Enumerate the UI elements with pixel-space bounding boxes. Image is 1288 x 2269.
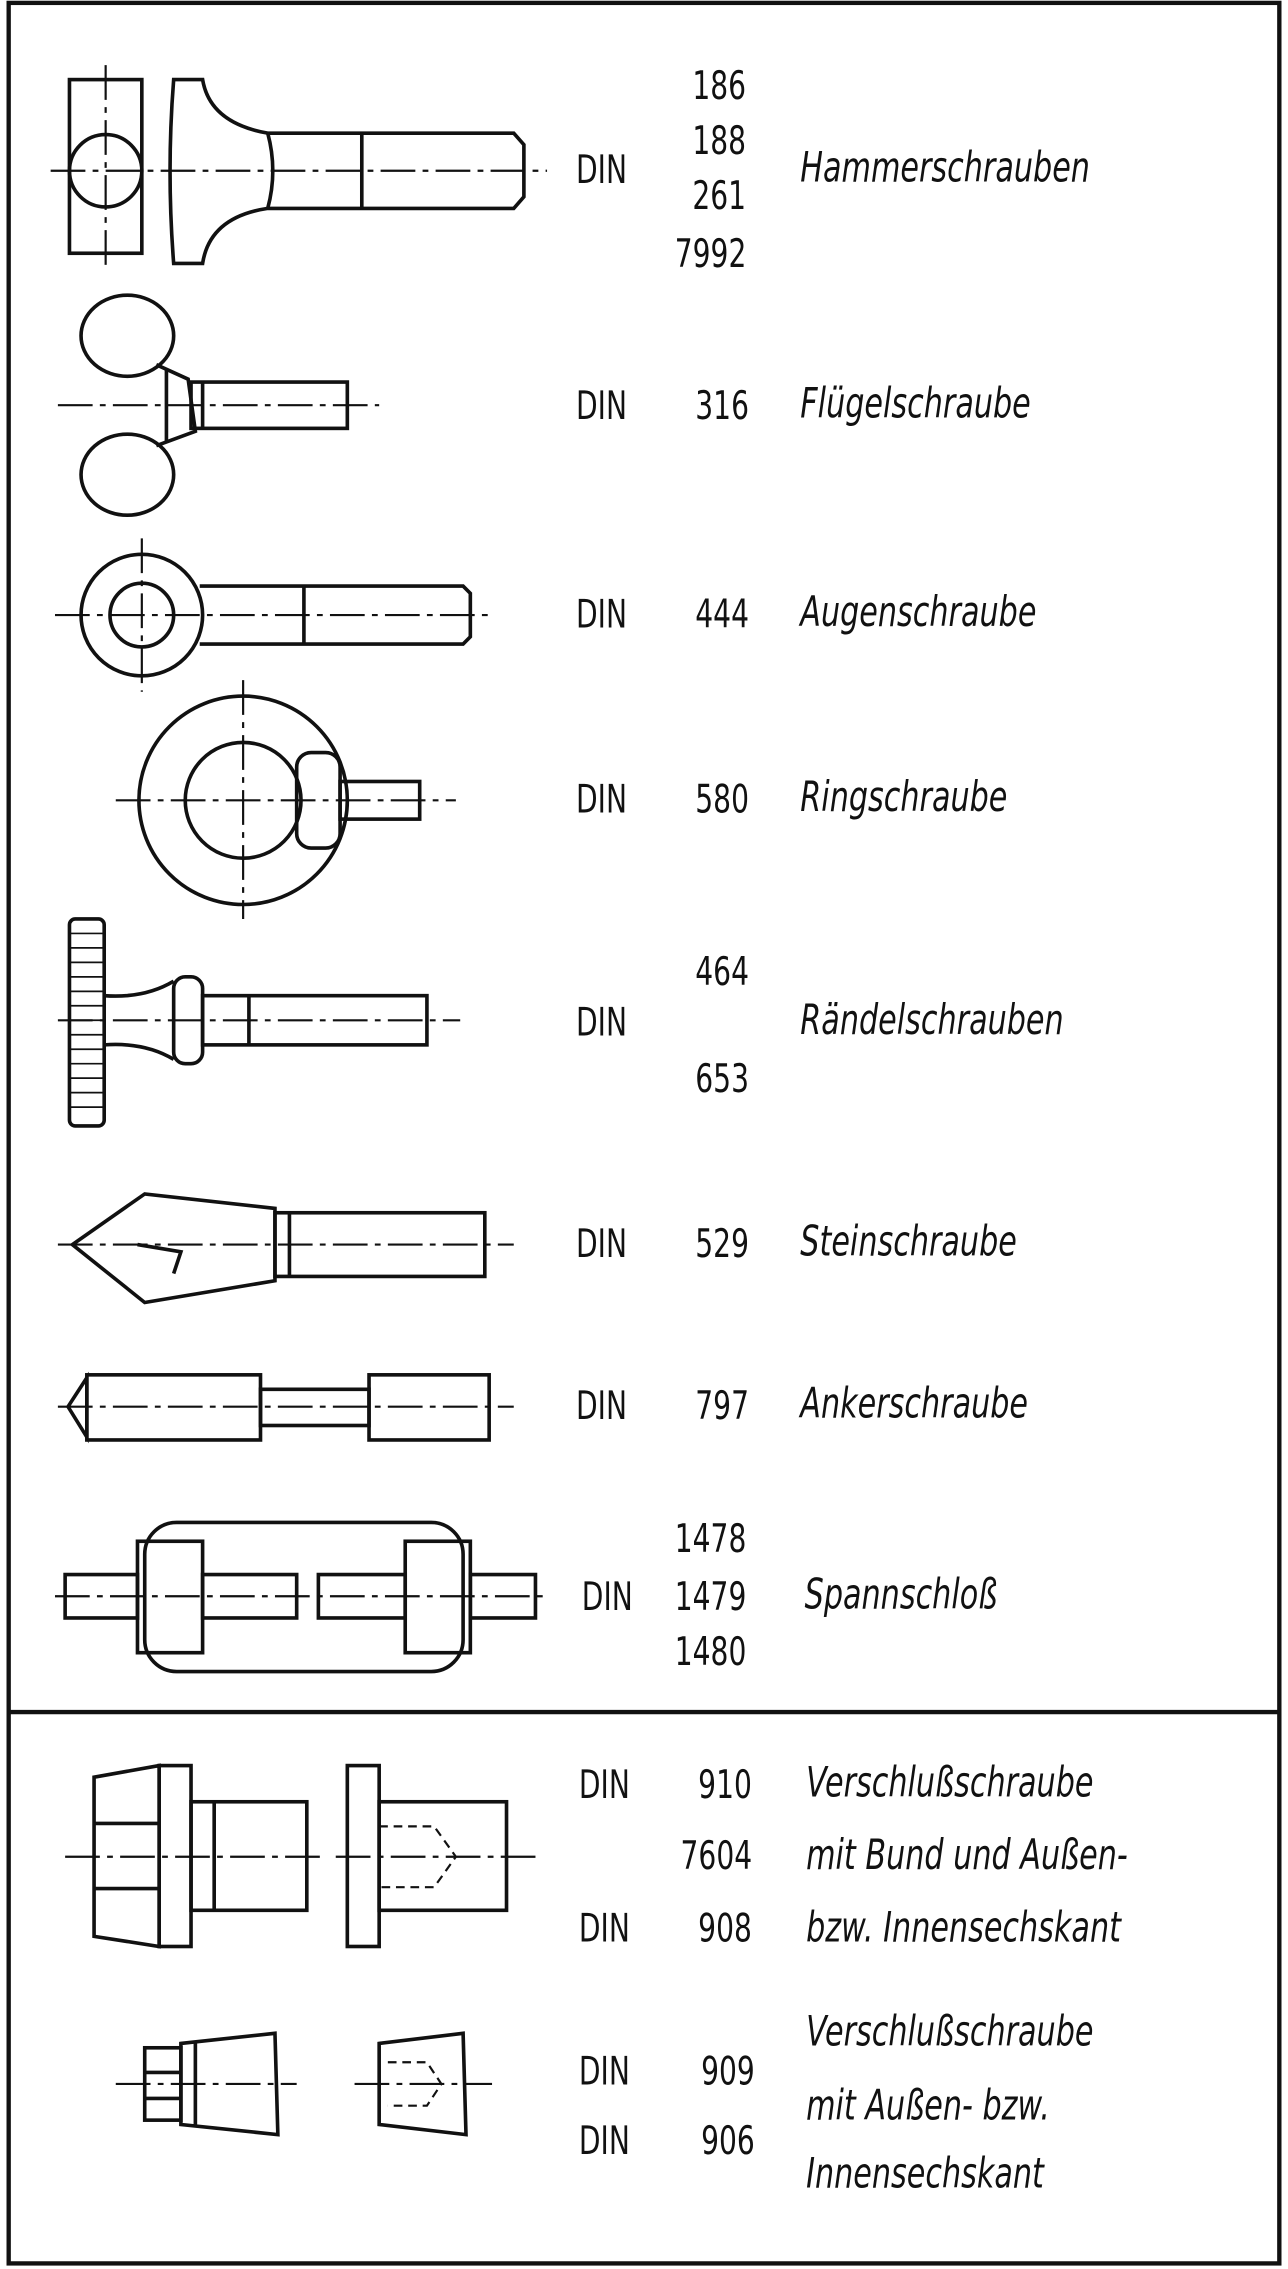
din-label: DIN	[575, 1000, 627, 1046]
part-name: Rändelschrauben	[800, 994, 1064, 1045]
din-number: 529	[695, 1222, 750, 1268]
part-name: Hammerschrauben	[800, 142, 1090, 192]
din-number: 444	[695, 592, 750, 638]
stone-screw-drawing	[72, 1194, 484, 1303]
din-label: DIN	[575, 1222, 627, 1268]
din-label: DIN	[575, 148, 627, 194]
din-label: DIN	[575, 384, 627, 430]
din-label: DIN	[578, 2119, 630, 2165]
din-number: 797	[695, 1384, 750, 1430]
din-number: 316	[695, 384, 750, 430]
part-name: Flügelschraube	[800, 378, 1031, 428]
din-label: DIN	[581, 1575, 633, 1621]
din-label: DIN	[578, 1763, 630, 1809]
din-number: 1480	[675, 1630, 747, 1676]
part-name-line: mit Außen- bzw.	[806, 2080, 1050, 2130]
din-label: DIN	[578, 2049, 630, 2095]
part-name-line: Verschlußschraube	[806, 1757, 1094, 1807]
part-name-line: mit Bund und Außen-	[806, 1829, 1128, 1880]
din-label: DIN	[578, 1906, 630, 1952]
part-name: Augenschraube	[800, 586, 1037, 637]
part-name: Ankerschraube	[800, 1378, 1029, 1428]
part-name-line: Verschlußschraube	[806, 2006, 1094, 2056]
din-number: 464	[695, 950, 750, 995]
din-number: 910	[698, 1763, 753, 1809]
din-number: 1478	[675, 1517, 747, 1563]
din-label: DIN	[575, 592, 627, 638]
din-number: 1479	[675, 1575, 747, 1621]
din-number: 906	[701, 2119, 756, 2165]
part-name-line: Innensechskant	[806, 2148, 1044, 2198]
din-number: 261	[693, 174, 747, 220]
din-number: 186	[693, 64, 747, 110]
din-number: 908	[698, 1906, 753, 1952]
din-label: DIN	[575, 1384, 627, 1430]
part-name: Ringschraube	[800, 772, 1008, 822]
center-lines	[51, 65, 547, 2084]
din-number: 7992	[675, 232, 747, 278]
din-number: 653	[695, 1057, 750, 1103]
part-name-line: bzw. Innensechskant	[806, 1902, 1121, 1952]
din-number: 188	[693, 119, 747, 165]
knurled-screw-drawing	[69, 919, 426, 1126]
din-label: DIN	[575, 777, 627, 823]
din-number: 580	[695, 777, 750, 823]
part-name: Steinschraube	[800, 1216, 1017, 1266]
din-number: 7604	[680, 1834, 753, 1880]
din-number: 909	[701, 2049, 756, 2095]
part-name: Spannschloß	[804, 1569, 998, 1619]
